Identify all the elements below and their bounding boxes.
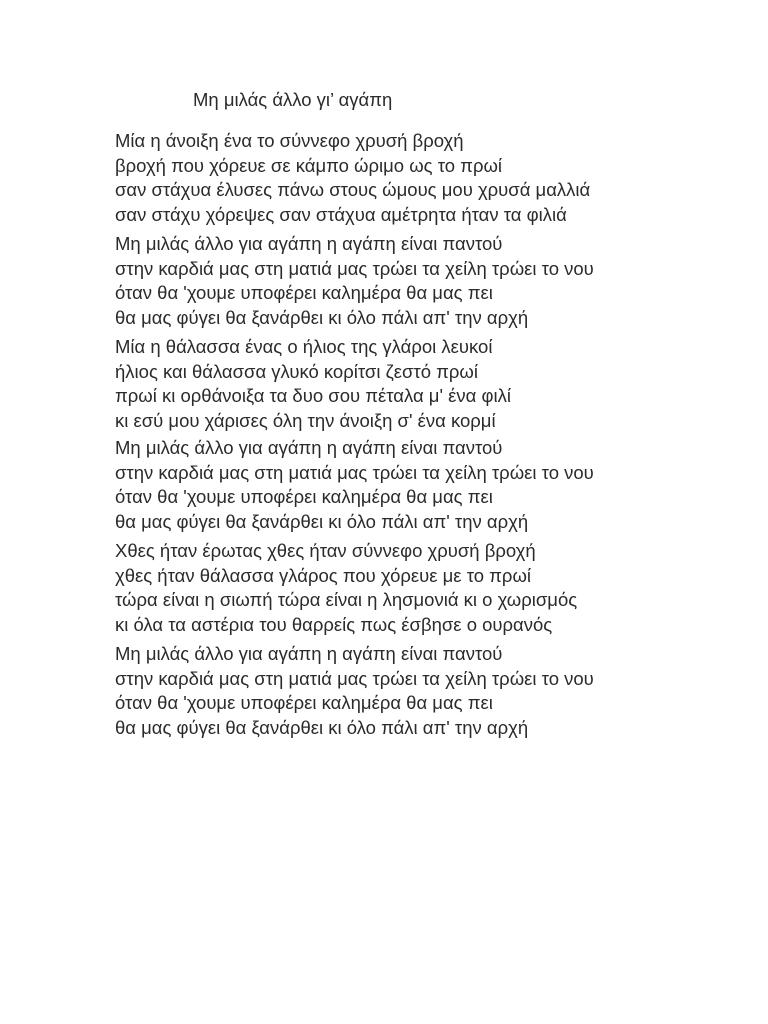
lyric-line: θα μας φύγει θα ξανάρθει κι όλο πάλι απ' την αρχή xyxy=(115,716,529,738)
stanza-2 xyxy=(115,232,755,330)
lyric-line: όταν θα 'χουμε υποφέρει καλημέρα θα μας πει xyxy=(115,692,493,713)
lyric-line: στην καρδιά μας στη ματιά μας τρώει τα χείλη τρώει το νου xyxy=(115,667,594,689)
lyric-line: Χθες ήταν έρωτας χθες ήταν σύννεφο χρυσή βροχή xyxy=(115,540,536,561)
lyric-line: σαν στάχυ χόρεψες σαν στάχυα αμέτρητα ήταν τα φιλιά xyxy=(115,203,567,225)
lyric-line: κι όλα τα αστέρια του θαρρείς πως έσβησε ο ουρανός xyxy=(115,613,553,635)
lyric-line: θα μας φύγει θα ξανάρθει κι όλο πάλι απ' την αρχή xyxy=(115,510,529,532)
lyric-line: σαν στάχυα έλυσες πάνω στους ώμους μου χρυσά μαλλιά xyxy=(115,179,591,200)
lyric-line: θα μας φύγει θα ξανάρθει κι όλο πάλι απ' την αρχή xyxy=(115,306,529,328)
stanza-6 xyxy=(115,642,755,740)
lyric-line: Μία η άνοιξη ένα το σύννεφο χρυσή βροχή xyxy=(115,130,464,151)
stanza-5 xyxy=(115,539,755,637)
lyric-line: βροχή που χόρευε σε κάμπο ώριμο ως το πρωί xyxy=(115,154,503,176)
lyric-line: πρωί κι ορθάνοιξα τα δυο σου πέταλα μ' ένα φιλί xyxy=(115,385,511,406)
lyric-line: στην καρδιά μας στη ματιά μας τρώει τα χείλη τρώει το νου xyxy=(115,461,594,483)
stanza-4 xyxy=(115,436,755,534)
lyric-line: κι εσύ μου χάρισες όλη την άνοιξη σ' ένα κορμί xyxy=(115,409,496,431)
lyric-line: τώρα είναι η σιωπή τώρα είναι η λησμονιά κι ο χωρισμός xyxy=(115,589,578,610)
lyric-line: ήλιος και θάλασσα γλυκό κορίτσι ζεστό πρωί xyxy=(115,360,478,382)
lyric-line: όταν θα 'χουμε υποφέρει καλημέρα θα μας πει xyxy=(115,282,493,303)
lyric-line: Μη μιλάς άλλο για αγάπη η αγάπη είναι παντού xyxy=(115,233,503,254)
lyric-line: Μη μιλάς άλλο για αγάπη η αγάπη είναι παντού xyxy=(115,437,503,458)
lyric-line: χθες ήταν θάλασσα γλάρος που χόρευε με το πρωί xyxy=(115,564,532,586)
lyric-line: στην καρδιά μας στη ματιά μας τρώει τα χείλη τρώει το νου xyxy=(115,257,594,279)
lyric-line: Μη μιλάς άλλο για αγάπη η αγάπη είναι παντού xyxy=(115,643,503,664)
stanza-1 xyxy=(115,129,755,227)
song-title: Μη μιλάς άλλο γι’ αγάπη xyxy=(193,89,393,110)
lyric-line: Μία η θάλασσα ένας ο ήλιος της γλάροι λευκοί xyxy=(115,336,493,357)
lyric-line: όταν θα 'χουμε υποφέρει καλημέρα θα μας πει xyxy=(115,486,493,507)
stanza-3 xyxy=(115,335,755,433)
